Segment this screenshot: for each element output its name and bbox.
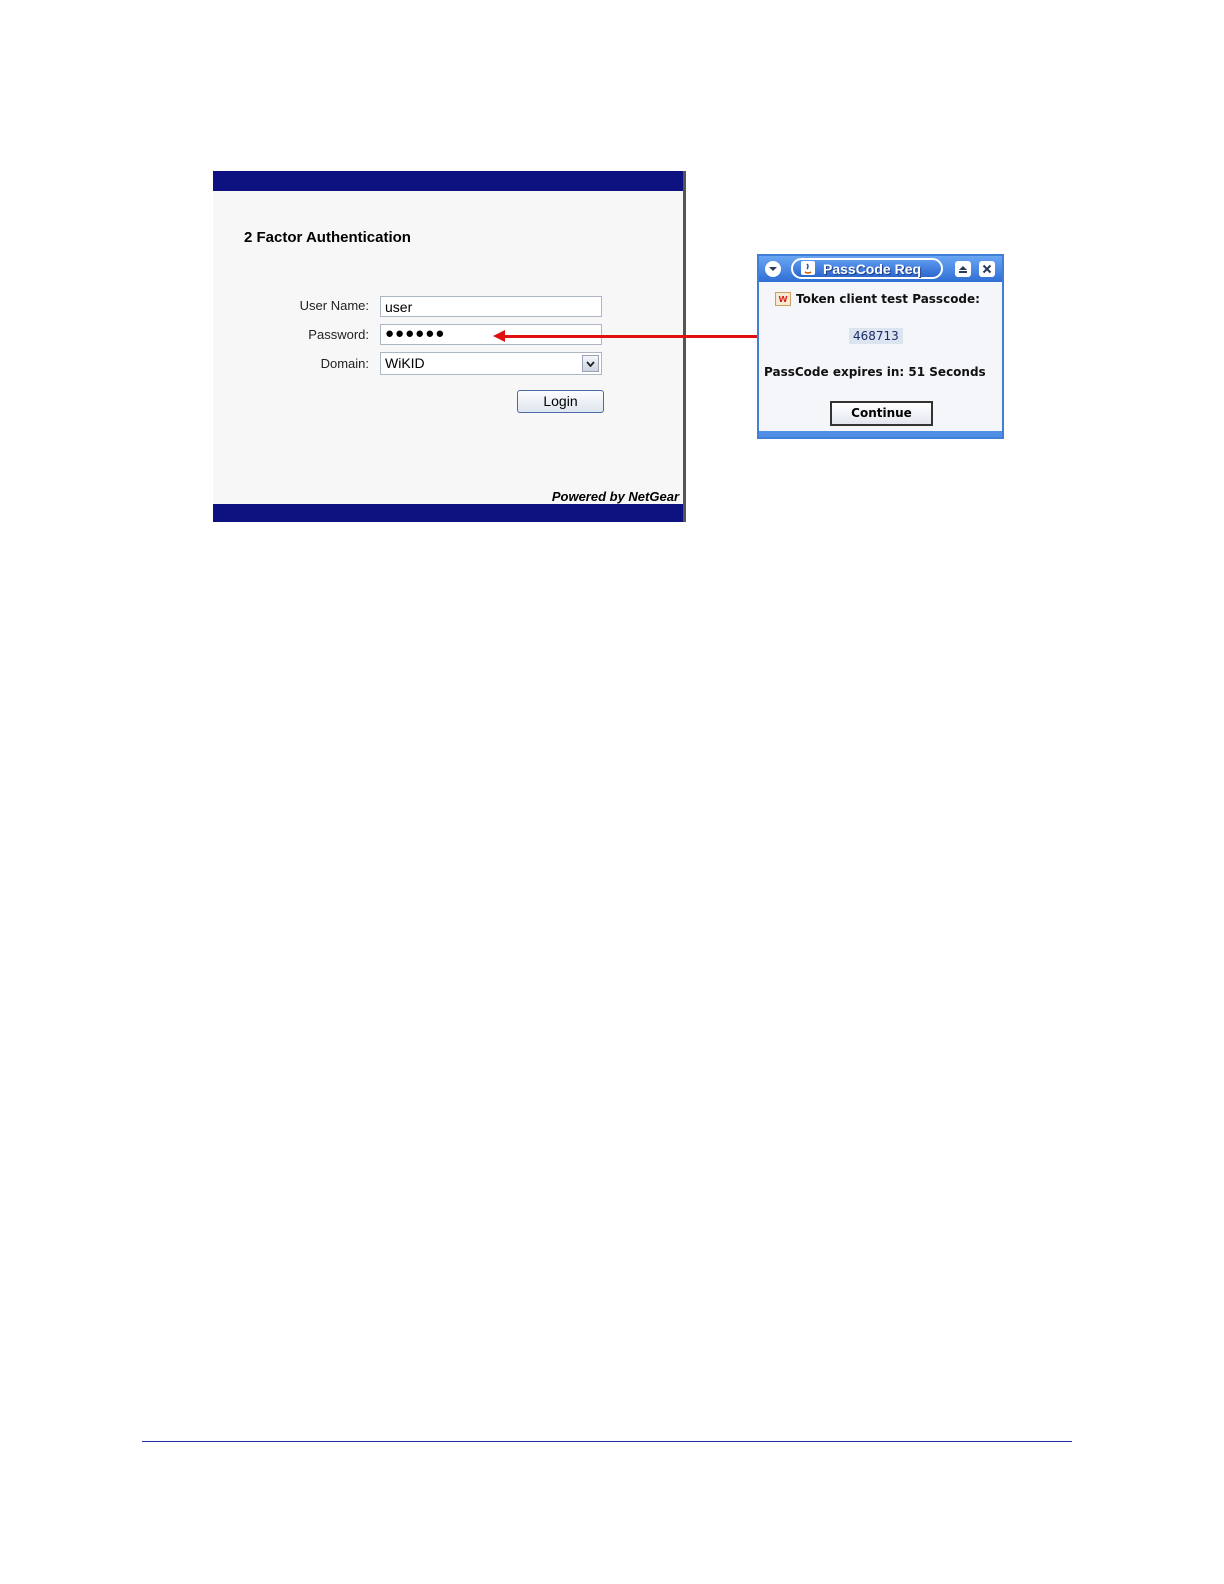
password-label: Password:	[308, 327, 369, 342]
password-field[interactable]: ●●●●●●	[380, 324, 602, 345]
passcode-dialog	[757, 254, 1004, 439]
continue-button[interactable]: Continue	[830, 401, 933, 426]
restore-icon[interactable]	[955, 261, 971, 277]
chevron-down-icon[interactable]	[582, 355, 599, 372]
login-title: 2 Factor Authentication	[244, 229, 411, 246]
close-icon[interactable]	[979, 261, 995, 277]
token-client-text: Token client test Passcode:	[796, 292, 980, 306]
token-icon: w	[775, 292, 791, 306]
username-field[interactable]: user	[380, 296, 602, 317]
minimize-icon[interactable]	[765, 261, 781, 277]
login-header-bar	[213, 171, 683, 191]
username-label: User Name:	[299, 298, 369, 313]
login-button[interactable]: Login	[517, 390, 604, 413]
java-icon	[801, 261, 815, 275]
powered-by-text: Powered by NetGear	[551, 489, 679, 504]
domain-select[interactable]	[380, 352, 602, 375]
login-footer-bar	[213, 504, 683, 522]
dialog-bottom-bar	[759, 431, 1002, 437]
dialog-titlebar[interactable]	[759, 256, 1002, 282]
footer-rule	[142, 1441, 1072, 1442]
dialog-title: PassCode Req	[823, 261, 922, 277]
domain-select-value: WiKID	[385, 355, 425, 371]
passcode-value: 468713	[849, 328, 903, 344]
login-panel	[213, 171, 686, 522]
arrow-left-icon	[493, 330, 505, 342]
expires-text: PassCode expires in: 51 Seconds	[764, 365, 986, 379]
domain-label: Domain:	[320, 356, 369, 371]
